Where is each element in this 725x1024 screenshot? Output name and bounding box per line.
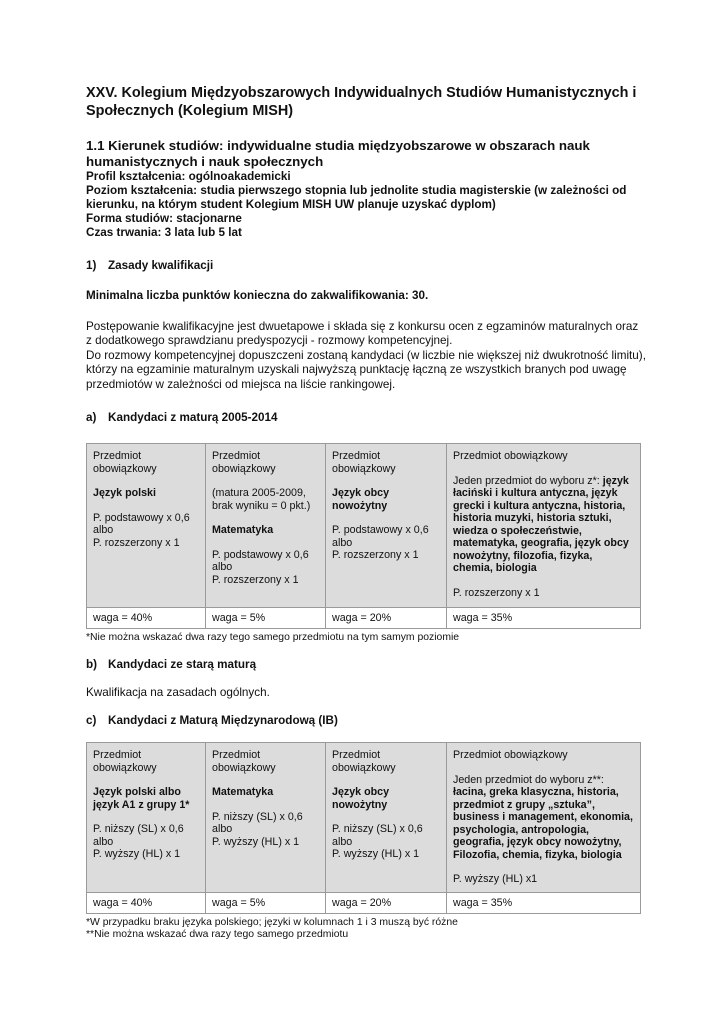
field-of-study-heading: 1.1 Kierunek studiów: indywidualne studia międzyobszarowe w obszarach nauk humanistycznych i nauk społecznych xyxy=(86,138,590,169)
cell-level: P. rozszerzony x 1 xyxy=(93,536,180,549)
table-row xyxy=(87,444,641,608)
table-cell xyxy=(87,444,206,608)
meta-level: Poziom kształcenia: studia pierwszego stopnia lub jednolite studia magisterskie (w zależności od kierunku, na którym student Kolegium MISH UW planuje uzyskać dyplom) xyxy=(86,184,627,211)
cell-header: Przedmiot obowiązkowy xyxy=(453,749,568,761)
table-a-footnote: *Nie można wskazać dwa razy tego samego przedmiotu na tym samym poziomie xyxy=(86,631,460,643)
cell-subject: Język obcy nowożytny xyxy=(332,487,390,512)
weight-cell: waga = 35% xyxy=(447,608,641,629)
subsection-b-number: b) xyxy=(86,657,98,671)
subsection-b-heading xyxy=(86,658,646,672)
cell-note: (matura 2005-2009, brak wyniku = 0 pkt.) xyxy=(212,487,311,512)
weight-cell: waga = 20% xyxy=(326,893,447,914)
subsection-a-heading xyxy=(86,411,646,425)
table-c-footnote-2: **Nie można wskazać dwa razy tego samego przedmiotu xyxy=(86,928,349,940)
document-page xyxy=(86,84,646,941)
cell-level: P. wyższy (HL) x1 xyxy=(453,873,538,885)
cell-header: Przedmiot obowiązkowy xyxy=(332,450,396,475)
table-matura-2005 xyxy=(86,443,641,629)
cell-subject: Matematyka xyxy=(212,786,274,798)
subsection-b-label: Kandydaci ze starą maturą xyxy=(108,657,257,671)
meta-profile: Profil kształcenia: ogólnoakademicki xyxy=(86,170,291,183)
cell-level: P. wyższy (HL) x 1 xyxy=(93,848,181,860)
cell-subject: Język obcy nowożytny xyxy=(332,786,390,811)
section-number: 1) xyxy=(86,259,97,272)
subsection-a-label: Kandydaci z maturą 2005-2014 xyxy=(108,411,278,424)
table-ib xyxy=(86,742,641,914)
cell-level: P. wyższy (HL) x 1 xyxy=(212,835,300,848)
cell-level: P. rozszerzony x 1 xyxy=(212,573,299,586)
meta-duration: Czas trwania: 3 lata lub 5 lat xyxy=(86,226,242,239)
cell-header: Przedmiot obowiązkowy xyxy=(93,450,157,475)
cell-header: Przedmiot obowiązkowy xyxy=(212,450,276,475)
table-cell xyxy=(206,444,326,608)
section-heading xyxy=(86,259,646,273)
document-title: XXV. Kolegium Międzyobszarowych Indywidualnych Studiów Humanistycznych i Społecznych (Kolegium MISH) xyxy=(86,85,637,119)
cell-or: albo xyxy=(332,835,353,848)
cell-subject: Matematyka xyxy=(212,524,274,536)
cell-header: Przedmiot obowiązkowy xyxy=(93,749,157,774)
table-c-footnote-1: *W przypadku braku języka polskiego; języki w kolumnach 1 i 3 muszą być różne xyxy=(86,916,458,928)
weight-cell: waga = 20% xyxy=(326,608,447,629)
cell-subject: Język polski albo język A1 z grupy 1* xyxy=(93,786,190,811)
cell-header: Przedmiot obowiązkowy xyxy=(212,749,276,774)
cell-level: P. podstawowy x 0,6 xyxy=(93,511,190,524)
weight-cell: waga = 5% xyxy=(206,893,326,914)
table-row xyxy=(87,743,641,893)
cell-level: P. niższy (SL) x 0,6 xyxy=(212,810,303,823)
weight-cell: waga = 40% xyxy=(87,893,206,914)
cell-choice-list: język łaciński i kultura antyczna, język grecki i kultura antyczna, historia, historia muzyki, historia sztuki, wiedza o społeczeństwie, matematyka, geografia, język obcy nowożytny, filozofia, fizyka, chemia, biologia xyxy=(453,474,629,574)
cell-level: P. rozszerzony x 1 xyxy=(453,586,540,599)
cell-or: albo xyxy=(332,536,353,549)
cell-choice xyxy=(453,475,634,575)
weight-cell: waga = 40% xyxy=(87,608,206,629)
table-cell xyxy=(87,743,206,893)
min-points-text: Minimalna liczba punktów konieczna do zakwalifikowania: 30. xyxy=(86,289,429,302)
cell-choice-intro: Jeden przedmiot do wyboru z*: xyxy=(453,474,603,487)
cell-or: albo xyxy=(212,823,233,835)
cell-level: P. niższy (SL) x 0,6 xyxy=(93,823,184,835)
cell-level: P. podstawowy x 0,6 xyxy=(212,548,309,561)
table-cell xyxy=(326,743,447,893)
section-label: Zasady kwalifikacji xyxy=(108,259,214,272)
table-cell xyxy=(447,444,641,608)
cell-or: albo xyxy=(93,835,114,848)
cell-level: P. niższy (SL) x 0,6 xyxy=(332,823,423,835)
cell-level: P. podstawowy x 0,6 xyxy=(332,524,429,536)
cell-level: P. wyższy (HL) x 1 xyxy=(332,848,420,860)
subsection-a-number: a) xyxy=(86,411,97,424)
subsection-c-label: Kandydaci z Maturą Międzynarodową (IB) xyxy=(108,714,338,727)
table-cell xyxy=(206,743,326,893)
table-cell xyxy=(447,743,641,893)
subsection-c-heading xyxy=(86,714,646,728)
paragraph-procedure: Postępowanie kwalifikacyjne jest dwuetapowe i składa się z konkursu ocen z egzaminów maturalnych oraz z dodatkowego sprawdzianu predyspozycji - rozmowy kompetencyjnej. xyxy=(86,319,639,347)
subsection-c-number: c) xyxy=(86,714,97,727)
table-row-weights xyxy=(87,893,641,914)
cell-header: Przedmiot obowiązkowy xyxy=(332,749,396,774)
meta-form: Forma studiów: stacjonarne xyxy=(86,212,242,225)
table-cell xyxy=(326,444,447,608)
cell-choice-intro: Jeden przedmiot do wyboru z**: xyxy=(453,773,604,786)
weight-cell: waga = 35% xyxy=(447,893,641,914)
cell-or: albo xyxy=(212,561,233,573)
cell-level: P. rozszerzony x 1 xyxy=(332,549,419,561)
cell-or: albo xyxy=(93,524,114,536)
cell-subject: Język polski xyxy=(93,487,156,499)
cell-header: Przedmiot obowiązkowy xyxy=(453,450,568,462)
cell-choice-list: łacina, greka klasyczna, historia, przedmiot z grupy „sztuka”, business i management, ekonomia, psychologia, antropologia, geografia, język obcy nowożytny, Filozofia, chemia, fizyka, biologia xyxy=(453,786,633,861)
table-row-weights xyxy=(87,608,641,629)
paragraph-interview: Do rozmowy kompetencyjnej dopuszczeni zostaną kandydaci (w liczbie nie większej niż dwukrotność limitu), którzy na egzaminie maturalnym uzyskali najwyższą punktację łączną ze wszystkich branych pod uwagę przedmiotów w zależności od miejsca na liście rankingowej. xyxy=(86,348,646,391)
paragraph-old-matura: Kwalifikacja na zasadach ogólnych. xyxy=(86,685,270,699)
study-meta xyxy=(86,170,646,240)
weight-cell: waga = 5% xyxy=(206,608,326,629)
